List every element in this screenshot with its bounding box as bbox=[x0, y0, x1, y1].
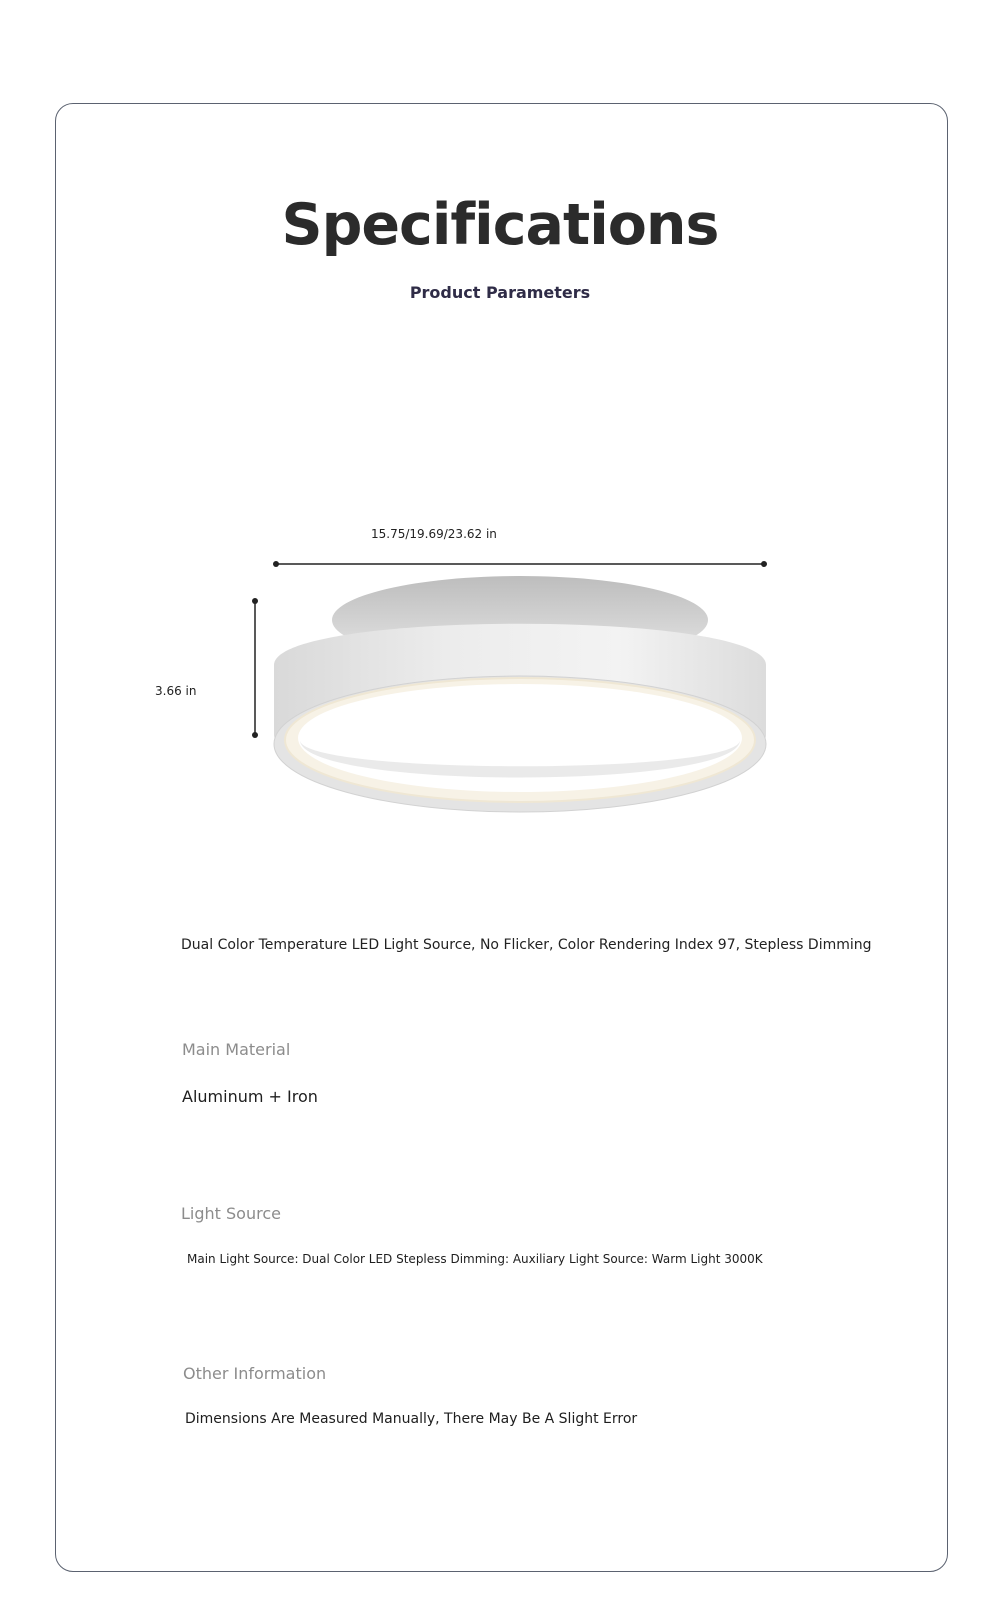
width-dimension-label: 15.75/19.69/23.62 in bbox=[371, 527, 497, 541]
light-source-value: Main Light Source: Dual Color LED Stepless Dimming: Auxiliary Light Source: Warm Light 3000K bbox=[187, 1252, 763, 1266]
other-information-label: Other Information bbox=[183, 1364, 327, 1383]
other-information-value: Dimensions Are Measured Manually, There May Be A Slight Error bbox=[185, 1411, 638, 1427]
main-material-value: Aluminum + Iron bbox=[182, 1087, 318, 1106]
height-dimension-line bbox=[252, 598, 258, 738]
ceiling-lamp-illustration bbox=[130, 500, 810, 840]
width-dimension-line bbox=[273, 561, 767, 567]
feature-description: Dual Color Temperature LED Light Source, No Flicker, Color Rendering Index 97, Stepless Dimming bbox=[181, 937, 872, 953]
page-subtitle: Product Parameters bbox=[409, 283, 591, 302]
main-material-label: Main Material bbox=[182, 1040, 291, 1059]
page-title: Specifications bbox=[281, 192, 719, 258]
light-source-label: Light Source bbox=[181, 1204, 281, 1223]
height-dimension-label: 3.66 in bbox=[155, 684, 197, 698]
